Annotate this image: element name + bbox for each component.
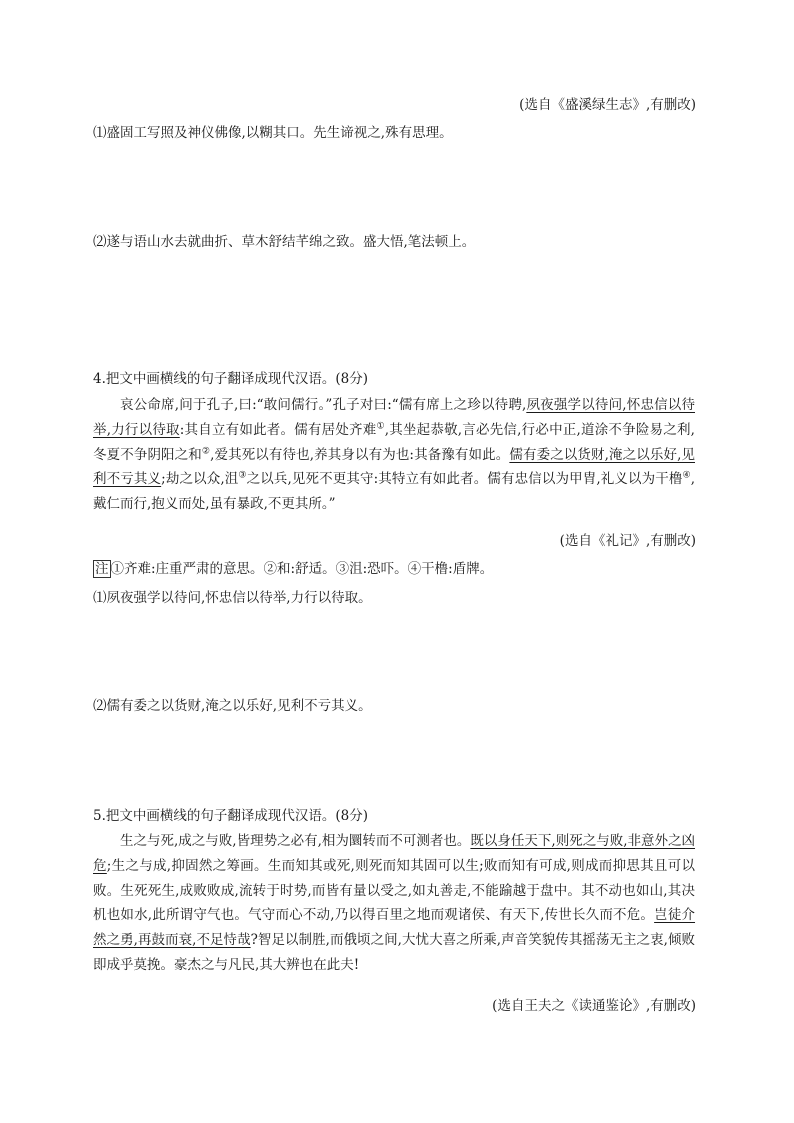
question-5-heading: 5.把文中画横线的句子翻译成现代汉语。(8分) <box>93 808 369 824</box>
annotation-line <box>93 559 493 579</box>
passage-5: 生之与死,成之与败,皆理势之必有,相为圜转而不可测者也。既以身任天下,则死之与败,非意外之凶危;生之与成,抑固然之筹画。生而知其或死,则死而知其固可以生;败而知有可成,则成而抑思其且可以败。生死死生,成败败成,流转于时势,而皆有量以受之,如丸善走,不能踰越于盘中。其不动也如山,其决机也如水,此所谓守气也。气守而心不动,乃以得百里之地而观诸侯、有天下,传世长久而不危。岂徒介然之勇,再鼓而衰,不足恃哉?智足以制胜,而俄顷之间,大忧大喜之所乘,声音笑貌传其摇荡无主之衷,倾败即成乎莫挽。豪杰之与凡民,其大辨也在此夫! <box>93 833 696 973</box>
underlined-sentence-4-2: 儒有委之以货财,淹之以乐好,见利不亏其义 <box>93 446 695 488</box>
underlined-sentence-5-1: 既以身任天下,则死之与败,非意外之凶危 <box>93 833 696 874</box>
underlined-sentence-4-1: 夙夜强学以待问,怀忠信以待举,力行以待取 <box>93 397 695 438</box>
note-label: 注 <box>95 561 109 577</box>
footnote-marker-4: ④ <box>682 470 691 481</box>
source-citation-1: (选自《盛溪绿生志》,有删改) <box>519 97 696 113</box>
footnote-marker-3: ③ <box>238 470 247 481</box>
underlined-sentence-5-2: 岂徒介然之勇,再鼓而衰,不足恃哉 <box>93 907 696 949</box>
translation-item-4-1: ⑴夙夜强学以待问,怀忠信以待举,力行以待取。 <box>93 590 372 606</box>
translation-item-1-2: ⑵遂与语山水去就曲折、草木舒结芊绵之致。盛大悟,笔法顿上。 <box>93 234 476 250</box>
source-citation-5: (选自王夫之《读通鉴论》,有删改) <box>492 998 696 1014</box>
question-4-heading: 4.把文中画横线的句子翻译成现代汉语。(8分) <box>93 371 369 387</box>
translation-item-4-2: ⑵儒有委之以货财,淹之以乐好,见利不亏其义。 <box>93 698 372 714</box>
passage-4: 哀公命席,问于孔子,曰:“敢问儒行。”孔子对曰:“儒有席上之珍以待聘,夙夜强学以待问,怀忠信以待举,力行以待取:其自立有如此者。儒有居处齐难①,其坐起恭敬,言必先信,行必中正,道涂不争险易之利,冬夏不争阴阳之和②,爱其死以有待也,养其身以有为也:其备豫有如此。儒有委之以货财,淹之以乐好,见利不亏其义;劫之以众,沮③之以兵,见死不更其守:其特立有如此者。儒有忠信以为甲胄,礼义以为干橹④,戴仁而行,抱义而处,虽有暴政,不更其所。” <box>93 397 696 513</box>
source-citation-4: (选自《礼记》,有删改) <box>559 533 696 549</box>
note-text: ①齐难:庄重严肃的意思。②和:舒适。③沮:恐吓。④干橹:盾牌。 <box>110 561 494 577</box>
footnote-marker-2: ② <box>201 446 211 457</box>
translation-item-1-1: ⑴盛固工写照及神仪佛像,以糊其口。先生谛视之,殊有思理。 <box>93 125 453 141</box>
footnote-marker-1: ① <box>376 421 385 432</box>
